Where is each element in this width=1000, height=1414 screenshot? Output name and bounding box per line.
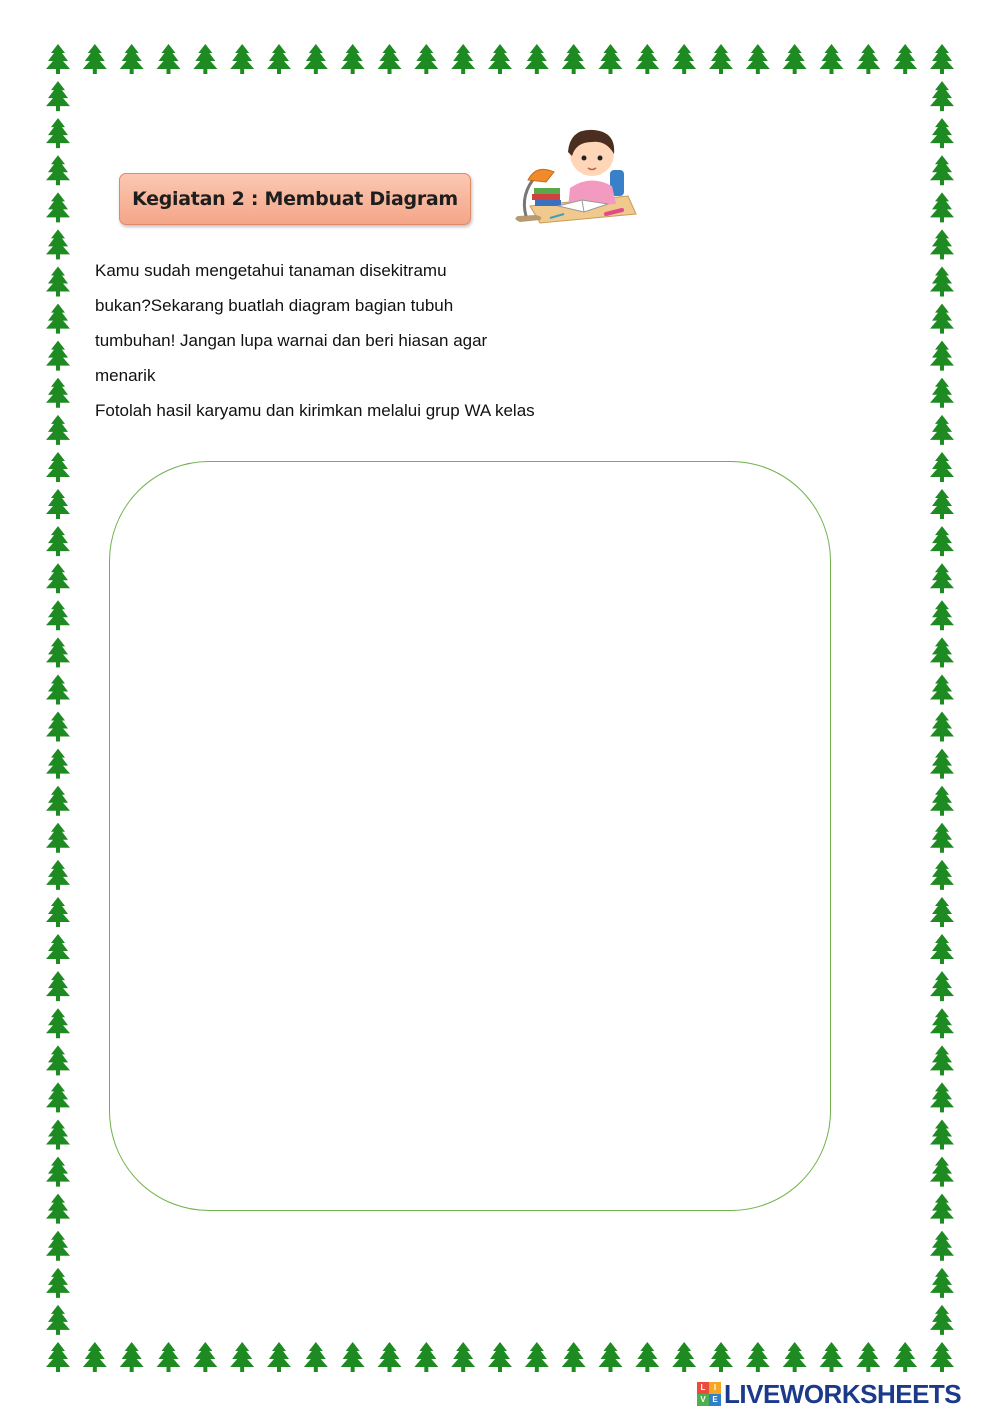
pine-tree-icon: [157, 44, 181, 74]
pine-tree-icon: [820, 1342, 844, 1372]
pine-tree-icon: [930, 229, 954, 259]
pine-tree-icon: [783, 1342, 807, 1372]
pine-tree-icon: [930, 118, 954, 148]
pine-tree-icon: [930, 81, 954, 111]
pine-tree-icon: [230, 1342, 254, 1372]
pine-tree-icon: [46, 155, 70, 185]
pine-tree-icon: [525, 44, 549, 74]
pine-tree-icon: [46, 674, 70, 704]
pine-tree-icon: [930, 934, 954, 964]
pine-tree-icon: [46, 860, 70, 890]
pine-tree-icon: [451, 44, 475, 74]
pine-tree-icon: [930, 1082, 954, 1112]
drawing-area[interactable]: [109, 461, 831, 1211]
pine-tree-icon: [46, 1194, 70, 1224]
pine-tree-icon: [930, 1008, 954, 1038]
pine-tree-icon: [709, 1342, 733, 1372]
pine-tree-icon: [120, 1342, 144, 1372]
pine-tree-icon: [46, 563, 70, 593]
pine-tree-icon: [856, 44, 880, 74]
child-studying-illustration: [510, 124, 640, 224]
pine-tree-icon: [46, 118, 70, 148]
logo-letter: E: [709, 1394, 721, 1406]
pine-tree-icon: [46, 637, 70, 667]
instruction-line: tumbuhan! Jangan lupa warnai dan beri hiasan agar: [95, 331, 488, 350]
pine-tree-icon: [746, 1342, 770, 1372]
pine-tree-icon: [46, 1305, 70, 1335]
liveworksheets-logo-icon: [697, 1382, 721, 1406]
watermark-text: LIVEWORKSHEETS: [724, 1378, 962, 1409]
pine-tree-icon: [635, 1342, 659, 1372]
pine-tree-icon: [414, 1342, 438, 1372]
pine-tree-icon: [488, 44, 512, 74]
pine-tree-icon: [46, 81, 70, 111]
pine-tree-icon: [930, 452, 954, 482]
pine-tree-icon: [930, 637, 954, 667]
pine-tree-icon: [488, 1342, 512, 1372]
pine-tree-icon: [930, 860, 954, 890]
pine-tree-icon: [672, 44, 696, 74]
pine-tree-icon: [930, 1268, 954, 1298]
pine-tree-icon: [525, 1342, 549, 1372]
logo-letter: V: [697, 1394, 709, 1406]
pine-tree-icon: [414, 44, 438, 74]
pine-tree-icon: [930, 44, 954, 74]
pine-tree-icon: [930, 674, 954, 704]
pine-tree-icon: [930, 1231, 954, 1261]
pine-tree-icon: [930, 1119, 954, 1149]
pine-tree-icon: [46, 378, 70, 408]
pine-tree-icon: [46, 897, 70, 927]
pine-tree-icon: [193, 1342, 217, 1372]
pine-tree-icon: [46, 600, 70, 630]
pine-tree-icon: [46, 304, 70, 334]
instruction-line: Kamu sudah mengetahui tanaman disekitramu: [95, 261, 447, 280]
pine-tree-icon: [930, 341, 954, 371]
instruction-line: bukan?Sekarang buatlah diagram bagian tubuh: [95, 296, 454, 315]
pine-tree-icon: [930, 600, 954, 630]
pine-tree-icon: [672, 1342, 696, 1372]
pine-tree-icon: [341, 1342, 365, 1372]
pine-tree-icon: [46, 712, 70, 742]
pine-tree-icon: [930, 749, 954, 779]
pine-tree-icon: [46, 749, 70, 779]
liveworksheets-watermark: [697, 1378, 961, 1410]
pine-tree-icon: [46, 1157, 70, 1187]
pine-tree-icon: [783, 44, 807, 74]
pine-tree-icon: [930, 823, 954, 853]
pine-tree-icon: [930, 267, 954, 297]
pine-tree-icon: [893, 1342, 917, 1372]
pine-tree-icon: [451, 1342, 475, 1372]
pine-tree-icon: [930, 304, 954, 334]
pine-tree-icon: [341, 44, 365, 74]
pine-tree-icon: [599, 1342, 623, 1372]
pine-tree-icon: [562, 1342, 586, 1372]
instructions-text: [95, 253, 655, 428]
pine-tree-icon: [746, 44, 770, 74]
pine-tree-icon: [304, 1342, 328, 1372]
pine-tree-icon: [304, 44, 328, 74]
pine-tree-icon: [930, 192, 954, 222]
pine-tree-icon: [930, 1305, 954, 1335]
pine-tree-icon: [120, 44, 144, 74]
title-banner: [119, 173, 471, 225]
pine-tree-icon: [893, 44, 917, 74]
pine-tree-icon: [930, 526, 954, 556]
pine-tree-icon: [46, 192, 70, 222]
pine-tree-icon: [930, 712, 954, 742]
pine-tree-icon: [635, 44, 659, 74]
pine-tree-icon: [46, 934, 70, 964]
pine-tree-icon: [46, 1342, 70, 1372]
pine-tree-icon: [230, 44, 254, 74]
pine-tree-icon: [46, 44, 70, 74]
pine-tree-icon: [378, 44, 402, 74]
pine-tree-icon: [930, 489, 954, 519]
pine-tree-icon: [599, 44, 623, 74]
pine-tree-icon: [83, 1342, 107, 1372]
pine-tree-icon: [46, 341, 70, 371]
page-title: Kegiatan 2 : Membuat Diagram: [132, 188, 458, 210]
pine-tree-icon: [930, 563, 954, 593]
pine-tree-icon: [157, 1342, 181, 1372]
pine-tree-icon: [46, 229, 70, 259]
pine-tree-icon: [46, 1119, 70, 1149]
pine-tree-icon: [930, 1342, 954, 1372]
pine-tree-icon: [193, 44, 217, 74]
pine-tree-icon: [46, 1231, 70, 1261]
pine-tree-icon: [709, 44, 733, 74]
pine-tree-icon: [930, 971, 954, 1001]
pine-tree-icon: [46, 267, 70, 297]
pine-tree-icon: [46, 1045, 70, 1075]
pine-tree-icon: [267, 1342, 291, 1372]
pine-tree-icon: [46, 415, 70, 445]
pine-tree-icon: [46, 1268, 70, 1298]
pine-tree-icon: [46, 823, 70, 853]
pine-tree-icon: [856, 1342, 880, 1372]
pine-tree-icon: [46, 1008, 70, 1038]
instruction-line: menarik: [95, 366, 156, 385]
pine-tree-icon: [930, 1194, 954, 1224]
pine-tree-icon: [930, 1045, 954, 1075]
instruction-line: Fotolah hasil karyamu dan kirimkan melalui grup WA kelas: [95, 401, 535, 420]
pine-tree-icon: [46, 786, 70, 816]
pine-tree-icon: [562, 44, 586, 74]
pine-tree-icon: [46, 1082, 70, 1112]
logo-letter: I: [709, 1382, 721, 1394]
pine-tree-icon: [930, 155, 954, 185]
pine-tree-icon: [46, 526, 70, 556]
pine-tree-icon: [820, 44, 844, 74]
pine-tree-icon: [930, 378, 954, 408]
pine-tree-icon: [930, 786, 954, 816]
logo-letter: L: [697, 1382, 709, 1394]
pine-tree-icon: [46, 489, 70, 519]
pine-tree-icon: [83, 44, 107, 74]
pine-tree-icon: [46, 452, 70, 482]
pine-tree-icon: [930, 415, 954, 445]
pine-tree-icon: [46, 971, 70, 1001]
pine-tree-icon: [267, 44, 291, 74]
pine-tree-icon: [930, 897, 954, 927]
pine-tree-icon: [930, 1157, 954, 1187]
pine-tree-icon: [378, 1342, 402, 1372]
